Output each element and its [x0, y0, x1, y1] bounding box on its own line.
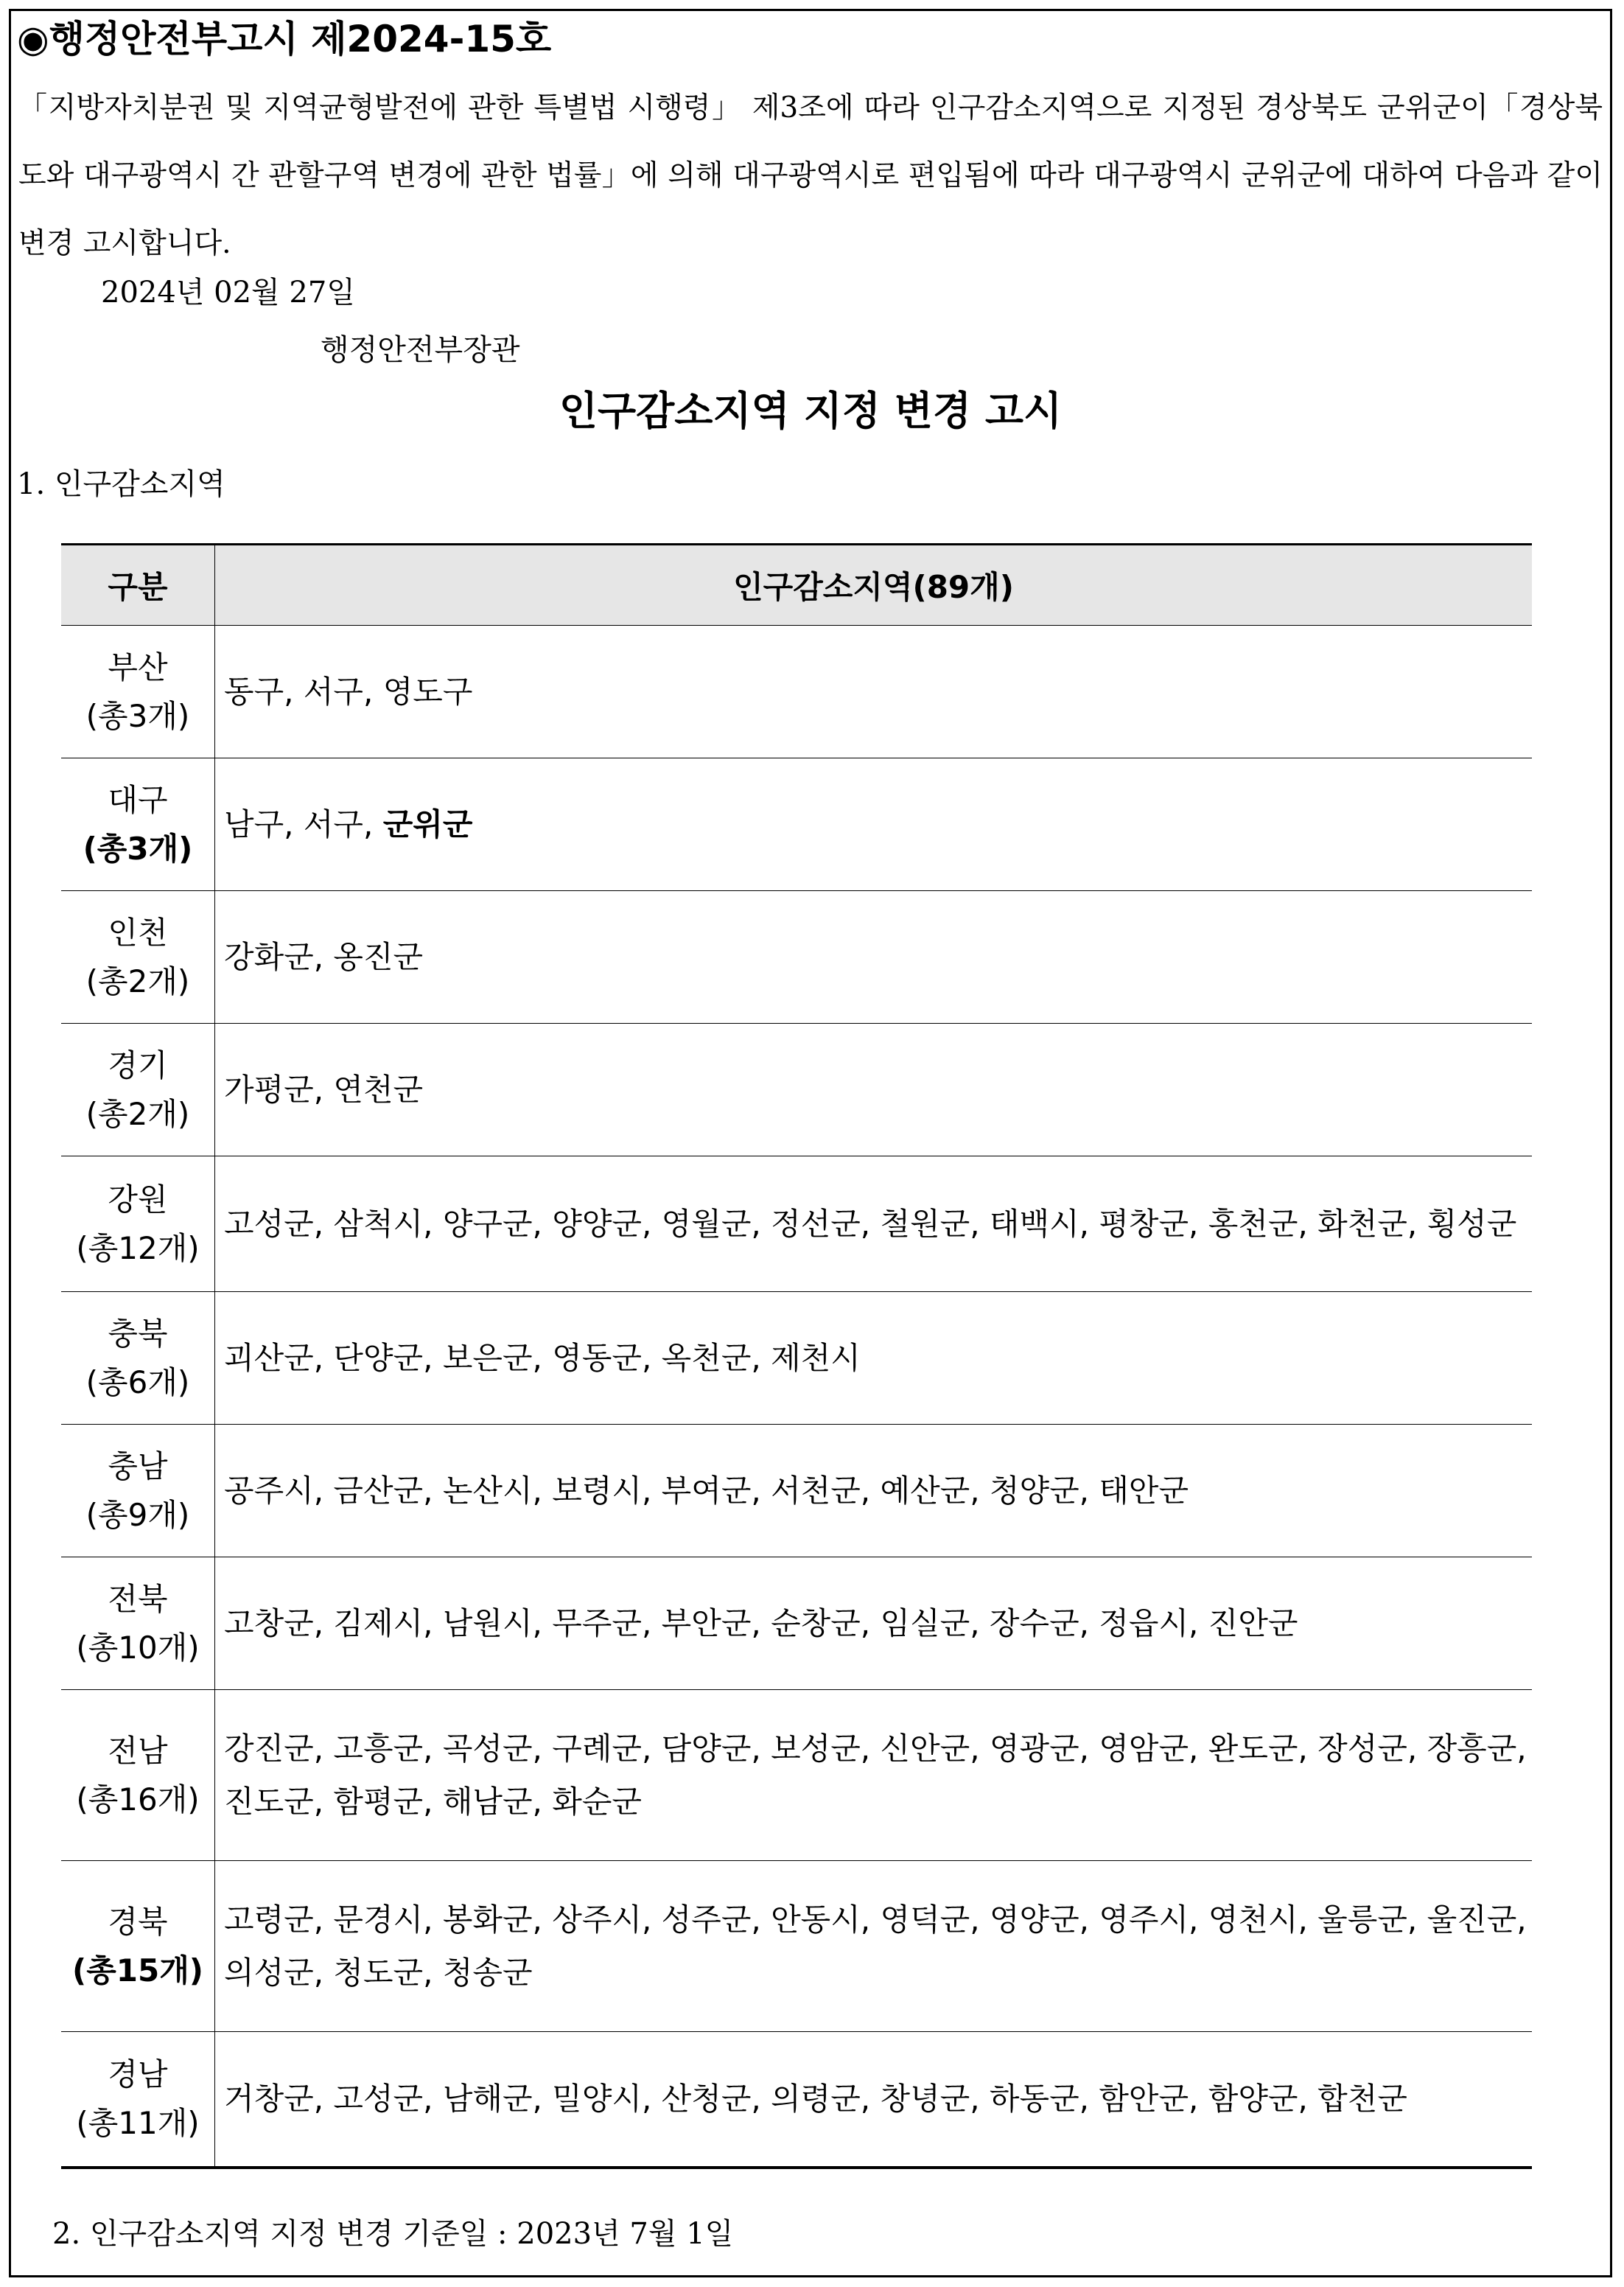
region-areas-cell [215, 1690, 1533, 1861]
region-areas-cell [215, 1156, 1533, 1292]
region-areas: 고창군, 김제시, 남원시, 무주군, 부안군, 순창군, 임실군, 장수군, 정읍시, 진안군 [224, 1605, 1298, 1641]
region-areas-highlight: 군위군 [382, 806, 473, 842]
region-count: (총15개) [72, 1952, 203, 1989]
region-areas-cell [215, 626, 1533, 758]
region-name-cell [61, 1861, 215, 2032]
notice-title: ◉행정안전부고시 제2024-15호 [17, 18, 552, 60]
table-row [61, 1024, 1532, 1156]
table-row [61, 1690, 1532, 1861]
table-row [61, 1292, 1532, 1425]
region-name-cell [61, 1690, 215, 1861]
header-regions: 인구감소지역(89개) [215, 545, 1533, 626]
region-areas: 동구, 서구, 영도구 [224, 673, 473, 710]
region-areas: 공주시, 금산군, 논산시, 보령시, 부여군, 서천군, 예산군, 청양군, 태안군 [224, 1472, 1189, 1509]
table-row [61, 1425, 1532, 1557]
region-name-cell [61, 1024, 215, 1156]
region-count: (총9개) [85, 1496, 190, 1533]
notice-signer: 행정안전부장관 [321, 333, 520, 367]
region-areas-cell [215, 1425, 1533, 1557]
region-areas: 고성군, 삼척시, 양구군, 양양군, 영월군, 정선군, 철원군, 태백시, 평창군, 홍천군, 화천군, 횡성군 [224, 1205, 1517, 1242]
region-areas: 가평군, 연천군 [224, 1071, 424, 1108]
notice-page [9, 9, 1612, 2277]
region-name-cell [61, 2032, 215, 2168]
region-name-cell [61, 758, 215, 891]
region-name: 경북 [108, 1903, 168, 1940]
region-count: (총11개) [76, 2104, 200, 2141]
region-count: (총2개) [85, 963, 190, 999]
region-name: 경남 [108, 2056, 168, 2092]
region-areas: 강진군, 고흥군, 곡성군, 구례군, 담양군, 보성군, 신안군, 영광군, 영암군, 완도군, 장성군, 장흥군, 진도군, 함평군, 해남군, 화순군 [224, 1730, 1527, 1820]
region-areas-cell [215, 2032, 1533, 2168]
section-1-label: 1. 인구감소지역 [17, 467, 225, 501]
region-name: 강원 [108, 1181, 168, 1218]
region-name-cell [61, 626, 215, 758]
region-count: (총16개) [76, 1781, 200, 1818]
region-name-cell [61, 1557, 215, 1690]
region-name: 충북 [108, 1315, 168, 1352]
table-row [61, 2032, 1532, 2168]
region-name: 전북 [108, 1580, 168, 1617]
region-name: 경기 [108, 1047, 168, 1083]
region-name: 전남 [108, 1732, 168, 1769]
section-2-base-date: 2. 인구감소지역 지정 변경 기준일 : 2023년 7월 1일 [52, 2217, 734, 2251]
region-count: (총10개) [76, 1629, 200, 1666]
region-areas: 고령군, 문경시, 봉화군, 상주시, 성주군, 안동시, 영덕군, 영양군, 영주시, 영천시, 울릉군, 울진군, 의성군, 청도군, 청송군 [224, 1901, 1527, 1991]
region-name: 대구 [108, 781, 168, 818]
regions-table [61, 543, 1532, 2169]
table-row [61, 758, 1532, 891]
region-name-cell [61, 1292, 215, 1425]
region-areas-cell [215, 891, 1533, 1024]
region-areas-cell [215, 1861, 1533, 2032]
region-areas-cell [215, 1557, 1533, 1690]
region-name-cell [61, 1425, 215, 1557]
table-row [61, 1156, 1532, 1292]
notice-date: 2024년 02월 27일 [101, 276, 355, 310]
region-name-cell [61, 1156, 215, 1292]
document-heading: 인구감소지역 지정 변경 고시 [559, 388, 1063, 434]
region-name: 부산 [108, 649, 168, 685]
region-areas-cell [215, 1292, 1533, 1425]
header-category: 구분 [61, 545, 215, 626]
region-count: (총3개) [83, 830, 193, 867]
region-areas: 거창군, 고성군, 남해군, 밀양시, 산청군, 의령군, 창녕군, 하동군, 함안군, 함양군, 합천군 [224, 2080, 1407, 2117]
table-row [61, 891, 1532, 1024]
region-count: (총12개) [76, 1229, 200, 1266]
table-row [61, 1557, 1532, 1690]
region-name: 인천 [108, 914, 168, 951]
region-areas: 남구, 서구, [224, 806, 383, 842]
region-areas-cell [215, 1024, 1533, 1156]
region-areas: 괴산군, 단양군, 보은군, 영동군, 옥천군, 제천시 [224, 1339, 861, 1376]
region-count: (총6개) [85, 1364, 190, 1400]
region-name: 충남 [108, 1448, 168, 1484]
table-header-row [61, 545, 1532, 626]
region-name-cell [61, 891, 215, 1024]
region-areas: 강화군, 옹진군 [224, 938, 424, 975]
table-row [61, 1861, 1532, 2032]
region-count: (총3개) [85, 697, 190, 734]
notice-body: 「지방자치분권 및 지역균형발전에 관한 특별법 시행령」 제3조에 따라 인구감소지역으로 지정된 경상북도 군위군이「경상북도와 대구광역시 간 관할구역 변경에 관한 법률」에 의해 대구광역시로 편입됨에 따라 대구광역시 군위군에 대하여 다음과 같이 변경 고시합니다. [18, 91, 1603, 260]
region-count: (총2개) [85, 1095, 190, 1132]
table-row [61, 626, 1532, 758]
region-areas-cell [215, 758, 1533, 891]
